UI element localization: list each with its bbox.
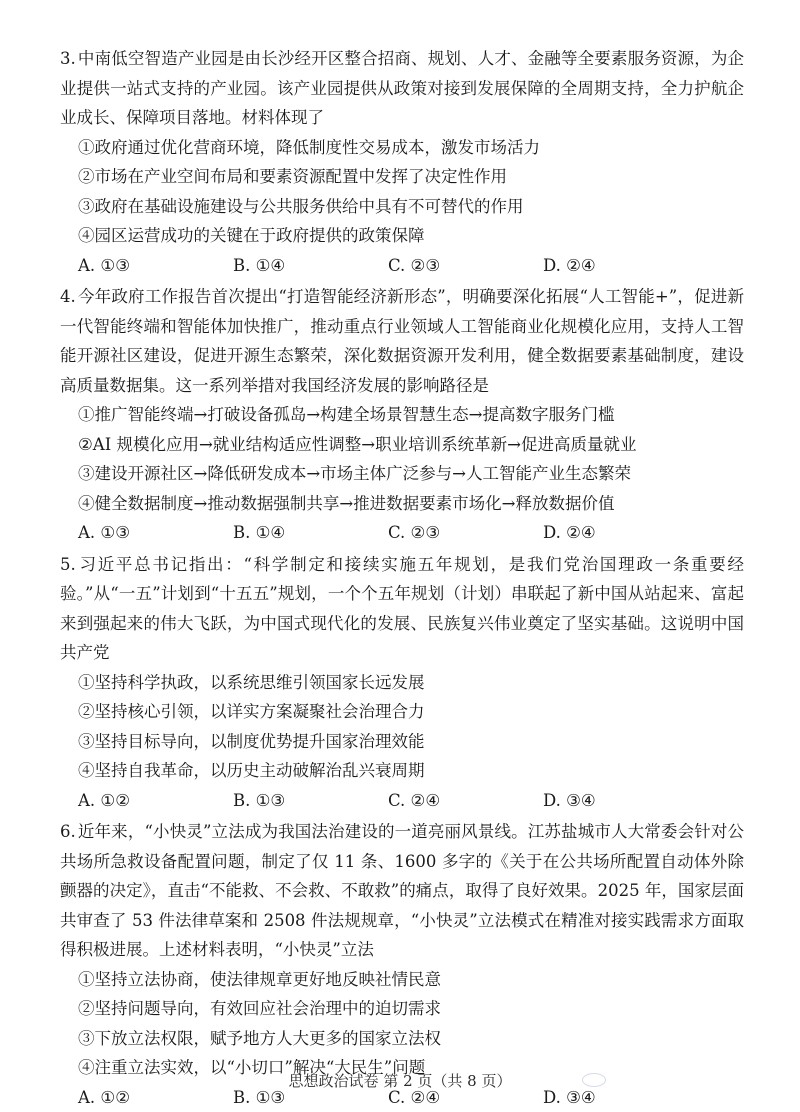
stamp-mark	[582, 1073, 606, 1087]
question-number: 4.	[60, 287, 76, 306]
option-4: ④园区运营成功的关键在于政府提供的政策保障	[60, 221, 744, 251]
choice-d: D. ③④	[543, 1083, 698, 1112]
choice-a: A. ①③	[78, 251, 233, 281]
choice-b: B. ①③	[233, 1083, 388, 1112]
option-4: ④健全数据制度→推动数据强制共享→推进数据要素市场化→释放数据价值	[60, 489, 744, 519]
question-stem	[60, 44, 744, 133]
choice-c: C. ②④	[388, 1083, 543, 1112]
option-1: ①政府通过优化营商环境，降低制度性交易成本，激发市场活力	[60, 133, 744, 163]
choice-a: A. ①③	[78, 518, 233, 548]
question-text: 近年来，“小快灵”立法成为我国法治建设的一道亮丽风景线。江苏盐城市人大常委会针对公共场所急救设备配置问题，制定了仅 11 条、1600 多字的《关于在公共场所配置自动体外除颤器的决定》，直击“不能救、不会救、不敢救”的痛点，取得了良好效果。2025 年，国家层面共审查了 53 件法律草案和 2508 件法规规章，“小快灵”立法模式在精准对接实践需求方面取得积极进展。上述材料表明，“小快灵”立法	[60, 822, 744, 959]
choice-b: B. ①③	[233, 786, 388, 816]
choice-b: B. ①④	[233, 251, 388, 281]
option-3: ③下放立法权限，赋予地方人大更多的国家立法权	[60, 1024, 744, 1054]
choice-d: D. ②④	[543, 518, 698, 548]
question-stem	[60, 817, 744, 965]
option-2: ②市场在产业空间布局和要素资源配置中发挥了决定性作用	[60, 162, 744, 192]
choice-a: A. ①②	[78, 1083, 233, 1112]
option-3: ③政府在基础设施建设与公共服务供给中具有不可替代的作用	[60, 192, 744, 222]
option-1: ①坚持科学执政，以系统思维引领国家长远发展	[60, 668, 744, 698]
choice-d: D. ③④	[543, 786, 698, 816]
question-6	[60, 817, 744, 1112]
choice-c: C. ②③	[388, 251, 543, 281]
answer-choices	[60, 786, 744, 816]
option-3: ③坚持目标导向，以制度优势提升国家治理效能	[60, 727, 744, 757]
answer-choices	[60, 518, 744, 548]
question-4	[60, 282, 744, 548]
question-number: 3.	[60, 49, 76, 68]
choice-a: A. ①②	[78, 786, 233, 816]
option-3: ③建设开源社区→降低研发成本→市场主体广泛参与→人工智能产业生态繁荣	[60, 459, 744, 489]
question-3	[60, 44, 744, 280]
option-1: ①推广智能终端→打破设备孤岛→构建全场景智慧生态→提高数字服务门槛	[60, 400, 744, 430]
question-stem	[60, 550, 744, 668]
page-footer: 思想政治试卷 第 2 页（共 8 页）	[0, 1071, 800, 1089]
question-text: 今年政府工作报告首次提出“打造智能经济新形态”，明确要深化拓展“人工智能+”，促进新一代智能终端和智能体加快推广，推动重点行业领域人工智能商业化规模化应用，支持人工智能开源社区建设，促进开源生态繁荣，深化数据资源开发利用，健全数据要素基础制度，建设高质量数据集。这一系列举措对我国经济发展的影响路径是	[60, 287, 744, 395]
option-2: ②AI 规模化应用→就业结构适应性调整→职业培训系统革新→促进高质量就业	[60, 430, 744, 460]
question-number: 5.	[60, 555, 76, 574]
question-number: 6.	[60, 822, 76, 841]
choice-b: B. ①④	[233, 518, 388, 548]
choice-d: D. ②④	[543, 251, 698, 281]
question-text: 习近平总书记指出：“科学制定和接续实施五年规划，是我们党治国理政一条重要经验。”从“一五”计划到“十五五”规划，一个个五年规划（计划）串联起了新中国从站起来、富起来到强起来的伟大飞跃，为中国式现代化的发展、民族复兴伟业奠定了坚实基础。这说明中国共产党	[60, 555, 744, 663]
answer-choices	[60, 251, 744, 281]
option-1: ①坚持立法协商，使法律规章更好地反映社情民意	[60, 965, 744, 995]
question-stem	[60, 282, 744, 400]
option-2: ②坚持问题导向，有效回应社会治理中的迫切需求	[60, 994, 744, 1024]
choice-c: C. ②③	[388, 518, 543, 548]
question-5	[60, 550, 744, 816]
question-text: 中南低空智造产业园是由长沙经开区整合招商、规划、人才、金融等全要素服务资源，为企业提供一站式支持的产业园。该产业园提供从政策对接到发展保障的全周期支持，全力护航企业成长、保障项目落地。材料体现了	[60, 49, 744, 127]
option-2: ②坚持核心引领，以详实方案凝聚社会治理合力	[60, 697, 744, 727]
choice-c: C. ②④	[388, 786, 543, 816]
option-4: ④坚持自我革命，以历史主动破解治乱兴衰周期	[60, 756, 744, 786]
option-4: ④注重立法实效，以“小切口”解决“大民生”问题	[60, 1053, 744, 1083]
